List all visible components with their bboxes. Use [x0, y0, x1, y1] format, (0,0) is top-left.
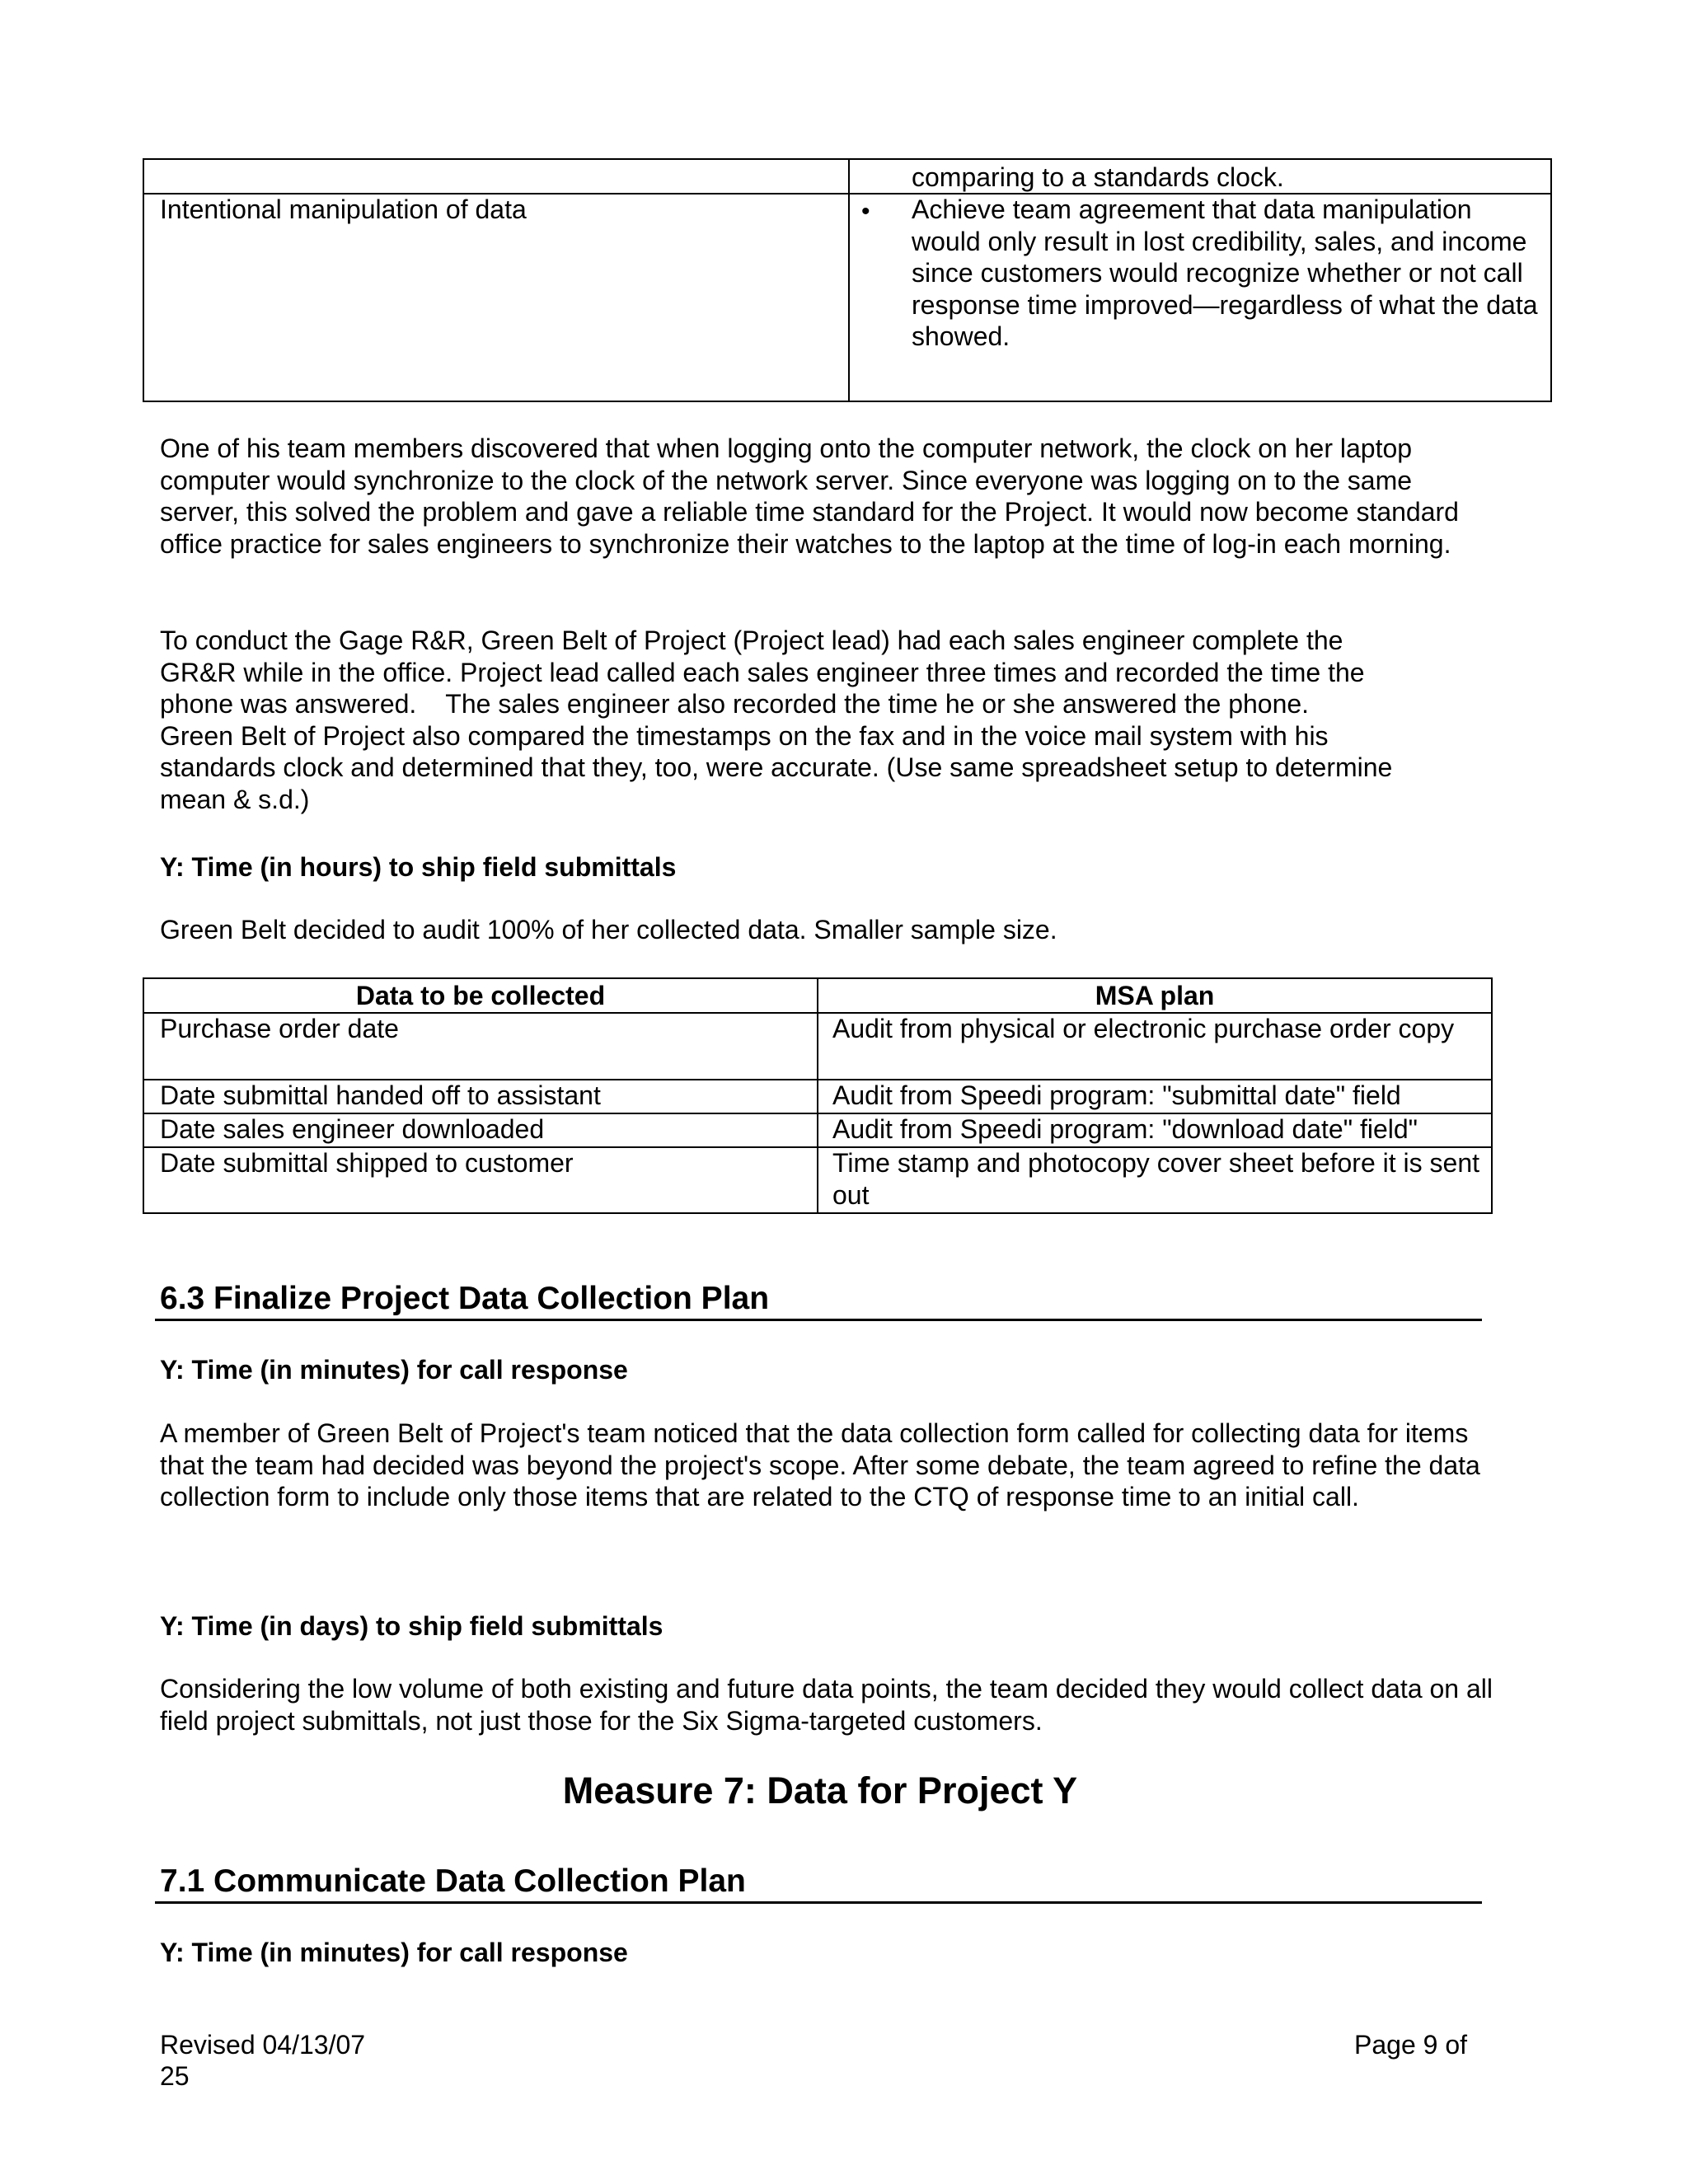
bullet-icon: •: [861, 198, 870, 225]
table-cell: Audit from physical or electronic purchase order copy: [832, 1014, 1455, 1043]
paragraph-gage-rr: [160, 625, 1495, 815]
section-heading-6-3: 6.3 Finalize Project Data Collection Plan: [160, 1281, 770, 1316]
paragraph-low-volume: Considering the low volume of both existing and future data points, the team decided they would collect data on all field project submittals, not just those for the Six Sigma-targeted customers.: [160, 1674, 1493, 1736]
paragraph-line: phone was answered. The sales engineer also recorded the time he or she answered the phone.: [160, 689, 1310, 719]
table-cell-mitigation: Achieve team agreement that data manipulation would only result in lost credibility, sales, and income since customers would recognize whether or not call response time improved—regardless of what the data showed.: [912, 194, 1538, 351]
paragraph-data-form: A member of Green Belt of Project's team noticed that the data collection form called for collecting data for items that the team had decided was beyond the project's scope. After some debate, the team agreed to refine the data collection form to include only those items that are related to the CTQ of response time to an initial call.: [160, 1418, 1480, 1511]
table-cell: Purchase order date: [160, 1014, 399, 1043]
section-rule: [155, 1901, 1482, 1904]
table-cell: Date sales engineer downloaded: [160, 1114, 545, 1144]
section-heading-7-1: 7.1 Communicate Data Collection Plan: [160, 1863, 746, 1899]
paragraph-line: Green Belt of Project also compared the timestamps on the fax and in the voice mail system with his: [160, 720, 1329, 751]
paragraph-line: standards clock and determined that they, too, were accurate. (Use same spreadsheet setup to determine: [160, 752, 1393, 782]
table-cell: Date submittal shipped to customer: [160, 1148, 574, 1178]
footer-revised-date: Revised 04/13/07: [160, 2030, 366, 2060]
subheading-call-response: Y: Time (in minutes) for call response: [160, 1355, 628, 1385]
paragraph-audit: Green Belt decided to audit 100% of her collected data. Smaller sample size.: [160, 915, 1057, 944]
table-cell: Date submittal handed off to assistant: [160, 1080, 601, 1110]
table-column-divider: [848, 160, 850, 401]
table-header-data: Data to be collected: [355, 981, 606, 1010]
table-cell: Audit from Speedi program: "submittal date" field: [832, 1080, 1401, 1110]
table-cell: Audit from Speedi program: "download date" field": [832, 1114, 1418, 1144]
paragraph-line: To conduct the Gage R&R, Green Belt of Project (Project lead) had each sales engineer complete the: [160, 626, 1343, 655]
table-cell: Time stamp and photocopy cover sheet before it is sent out: [832, 1148, 1479, 1210]
subheading-call-response: Y: Time (in minutes) for call response: [160, 1938, 628, 1967]
section-rule: [155, 1319, 1482, 1321]
subheading-ship-days: Y: Time (in days) to ship field submittals: [160, 1611, 663, 1641]
measure-title: Measure 7: Data for Project Y: [562, 1769, 1078, 1811]
footer-page-total: 25: [160, 2061, 190, 2091]
paragraph-line: GR&R while in the office. Project lead called each sales engineer three times and recorded the time the: [160, 657, 1365, 687]
table-cell-continued: comparing to a standards clock.: [912, 162, 1284, 192]
paragraph-clock-sync: One of his team members discovered that when logging onto the computer network, the clock on her laptop computer would synchronize to the clock of the network server. Since everyone was logging on to the same server, this solved the problem and gave a reliable time standard for the Project. It would now become standard office practice for sales engineers to synchronize their watches to the laptop at the time of log-in each morning.: [160, 434, 1459, 559]
table-column-divider: [817, 979, 818, 1212]
table-cell-risk: Intentional manipulation of data: [160, 194, 527, 224]
paragraph-line: mean & s.d.): [160, 784, 310, 814]
subheading-ship-hours: Y: Time (in hours) to ship field submittals: [160, 852, 677, 882]
table-header-msa: MSA plan: [1095, 981, 1215, 1010]
footer-page-number: Page 9 of: [1354, 2030, 1467, 2060]
